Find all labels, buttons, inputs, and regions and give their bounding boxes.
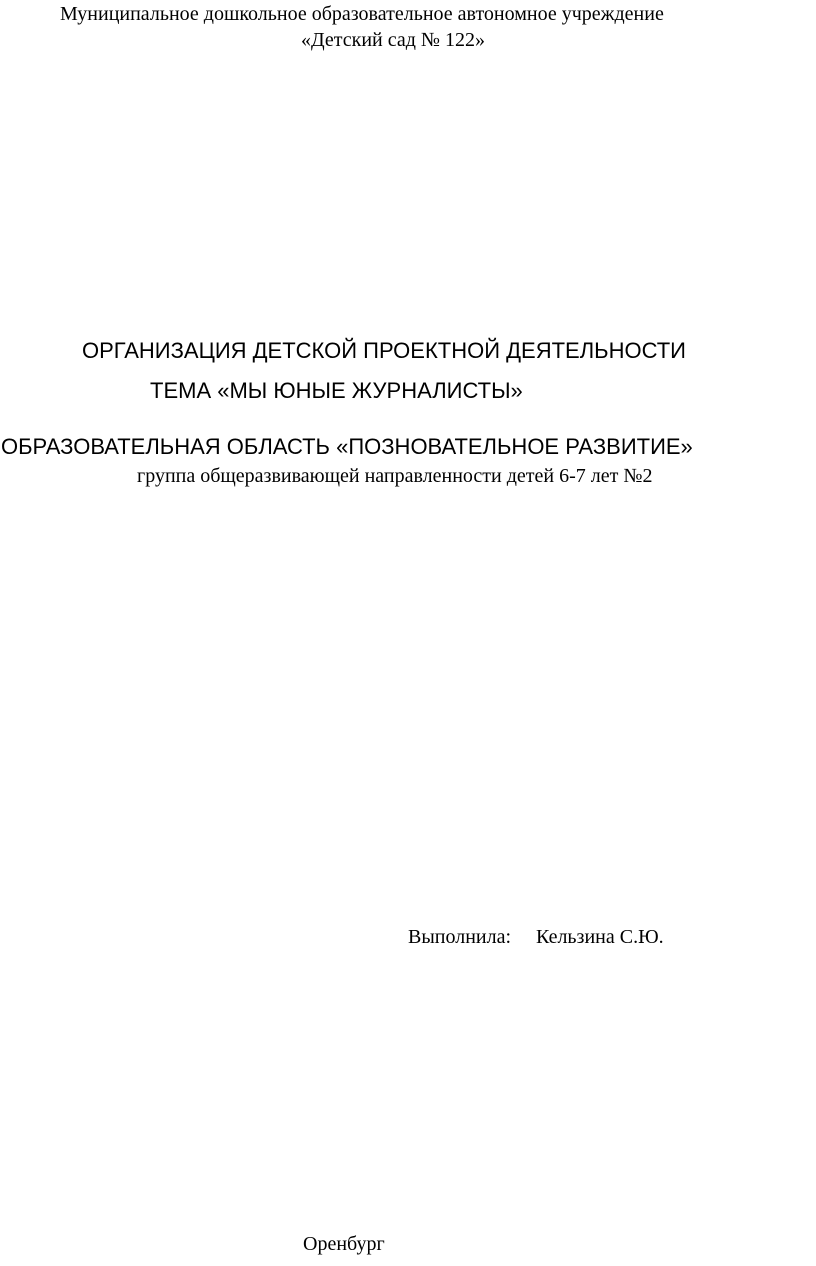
city-name: Оренбург (303, 1233, 385, 1255)
group-description: группа общеразвивающей направленности детей 6-7 лет №2 (137, 465, 653, 487)
author-label: Выполнила: (408, 926, 512, 948)
institution-name: Муниципальное дошкольное образовательное автономное учреждение (60, 3, 664, 25)
author-name: Кельзина С.Ю. (536, 926, 664, 948)
educational-area: ОБРАЗОВАТЕЛЬНАЯ ОБЛАСТЬ «ПОЗНОВАТЕЛЬНОЕ РАЗВИТИЕ» (1, 434, 693, 459)
kindergarten-name: «Детский сад № 122» (301, 29, 486, 51)
topic-title: ТЕМА «МЫ ЮНЫЕ ЖУРНАЛИСТЫ» (150, 378, 523, 403)
project-title: ОРГАНИЗАЦИЯ ДЕТСКОЙ ПРОЕКТНОЙ ДЕЯТЕЛЬНОСТИ (82, 338, 686, 363)
